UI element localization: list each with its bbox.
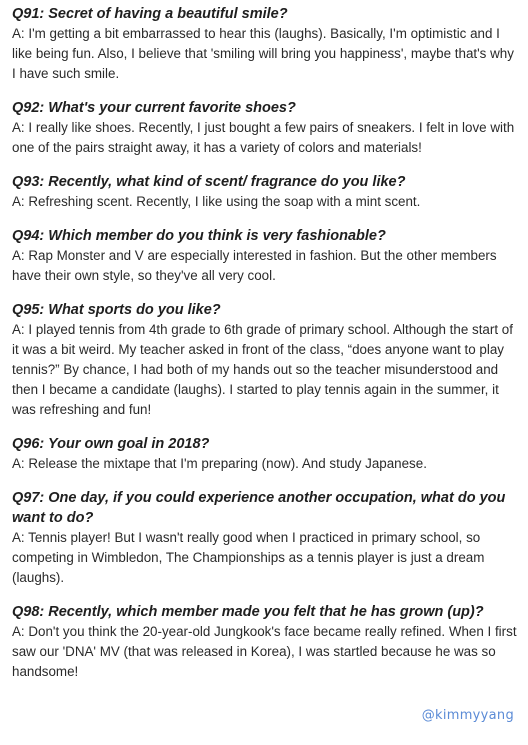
qa-item-q95 [12, 300, 518, 420]
qa-document [12, 4, 518, 696]
qa-item-q97 [12, 488, 518, 588]
answer: A: I really like shoes. Recently, I just bought a few pairs of sneakers. I felt in love with one of the pairs straight away, it has a variety of colors and materials! [12, 120, 515, 155]
answer: A: Don't you think the 20-year-old Jungkook's face became really refined. When I first saw our 'DNA' MV (that was released in Korea), I was startled because he was so handsome! [12, 624, 517, 679]
qa-item-q96 [12, 434, 518, 474]
question: Q96: Your own goal in 2018? [12, 436, 210, 452]
question: Q92: What's your current favorite shoes? [12, 100, 296, 116]
answer: A: Tennis player! But I wasn't really good when I practiced in primary school, so competing in Wimbledon, The Championships as a tennis player is just a dream (laughs). [12, 530, 485, 585]
qa-item-q98 [12, 602, 518, 682]
question: Q91: Secret of having a beautiful smile? [12, 6, 288, 22]
question: Q93: Recently, what kind of scent/ fragrance do you like? [12, 174, 406, 190]
answer: A: Refreshing scent. Recently, I like using the soap with a mint scent. [12, 194, 421, 209]
qa-item-q93 [12, 172, 518, 212]
answer: A: Release the mixtape that I'm preparing (now). And study Japanese. [12, 456, 427, 471]
question: Q95: What sports do you like? [12, 302, 221, 318]
qa-item-q94 [12, 226, 518, 286]
qa-item-q91 [12, 4, 518, 84]
question: Q94: Which member do you think is very fashionable? [12, 228, 386, 244]
answer: A: I'm getting a bit embarrassed to hear this (laughs). Basically, I'm optimistic and I like being fun. Also, I believe that 'smiling will bring you happiness', maybe that's why I have such smile. [12, 26, 514, 81]
qa-item-q92 [12, 98, 518, 158]
question: Q98: Recently, which member made you felt that he has grown (up)? [12, 604, 484, 620]
answer: A: I played tennis from 4th grade to 6th grade of primary school. Although the start of it was a bit weird. My teacher asked in front of the class, “does anyone want to play tennis?” By chance, I had both of my hands out so the teacher misunderstood and then I became a candidate (laughs). I started to play tennis again in the summer, it was refreshing and fun! [12, 322, 513, 417]
question: Q97: One day, if you could experience another occupation, what do you want to do? [12, 490, 506, 526]
answer: A: Rap Monster and V are especially interested in fashion. But the other members have their own style, so they've all very cool. [12, 248, 497, 283]
watermark: @kimmyyang [421, 708, 514, 723]
